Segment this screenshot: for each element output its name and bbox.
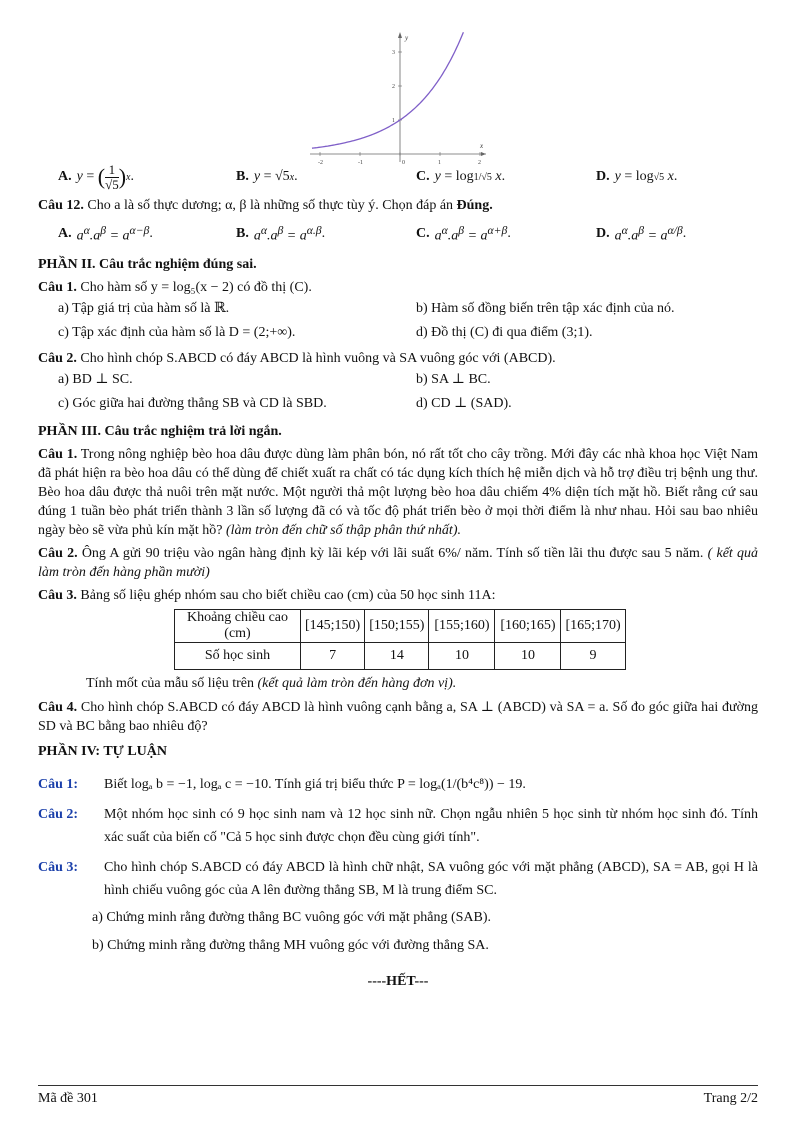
graph-curve xyxy=(312,32,463,148)
p2q2-items xyxy=(58,368,758,416)
p3-question-2: Câu 2. Ông A gửi 90 triệu vào ngân hàng định kỳ lãi kép với lãi suất 6%/ năm. Tính số tiền lãi thu được sau 5 năm. ( kết quả làm tròn đến hàng phần mười) xyxy=(38,546,758,580)
exam-code: Mã đề 301 xyxy=(38,1091,98,1106)
p2q1-item-d[interactable]: d) Đồ thị (C) đi qua điểm (3;1). xyxy=(416,325,593,340)
x-tick-label: 2 xyxy=(478,160,481,166)
table-cell: 14 xyxy=(365,643,429,670)
p2q2-item-a[interactable]: a) BD ⊥ SC. xyxy=(58,372,133,387)
p2q1-item-a[interactable]: a) Tập giá trị của hàm số là ℝ. xyxy=(58,301,230,316)
y-tick-label: 1 xyxy=(392,118,395,124)
q11-option-c[interactable]: C. y = log 1/√5 x . xyxy=(416,169,506,184)
y-tick-label: 3 xyxy=(392,50,395,56)
part3-title: PHẦN III. Câu trắc nghiệm trả lời ngắn. xyxy=(38,424,282,439)
p4q3-sub-a: a) Chứng minh rằng đường thẳng BC vuông góc với mặt phẳng (SAB). xyxy=(92,910,491,925)
p3-question-4: Câu 4. Cho hình chóp S.ABCD có đáy ABCD là hình vuông cạnh bằng a, SA ⊥ (ABCD) và SA = a. Số đo góc giữa hai đường SD và BC bằng bao nhiêu độ? xyxy=(38,700,758,734)
table-cell: [155;160) xyxy=(429,610,495,643)
p4q3-sub-b: b) Chứng minh rằng đường thẳng MH vuông góc với đường thẳng SA. xyxy=(92,938,489,953)
page-footer xyxy=(38,1085,758,1107)
table-cell: 7 xyxy=(301,643,365,670)
page-number: Trang 2/2 xyxy=(703,1091,758,1106)
table-cell: Khoảng chiều cao (cm) xyxy=(175,610,301,643)
table-header-row xyxy=(175,610,626,643)
x-tick-label: 1 xyxy=(438,160,441,166)
table-cell: [165;170) xyxy=(561,610,625,643)
q12-option-b[interactable]: B. $a^\alpha.a^\beta = a^{\alpha.\beta}$ . xyxy=(236,223,326,244)
table-cell: [150;155) xyxy=(365,610,429,643)
part4-title: PHẦN IV: TỰ LUẬN xyxy=(38,744,167,759)
question-12: Câu 12. Cho a là số thực dương; α, β là những số thực tùy ý. Chọn đáp án Đúng. xyxy=(38,198,493,213)
q12-options xyxy=(58,219,758,249)
p2q2-item-b[interactable]: b) SA ⊥ BC. xyxy=(416,372,491,387)
p2q1-item-b[interactable]: b) Hàm số đồng biến trên tập xác định của nó. xyxy=(416,301,675,316)
table-cell: 10 xyxy=(495,643,561,670)
exam-page xyxy=(38,30,758,990)
q11-option-d[interactable]: D. y = log √5 x . xyxy=(596,169,678,184)
q12-option-d[interactable]: D. $a^\alpha.a^\beta = a^{\alpha/\beta}$ . xyxy=(596,223,687,244)
p2-question-1: Câu 1. Cho hàm số y = log₅(x − 2) có đồ thị (C). xyxy=(38,280,312,295)
q12-option-a[interactable]: A. $a^\alpha.a^\beta = a^{\alpha-\beta}$ . xyxy=(58,223,153,244)
table-cell: 9 xyxy=(561,643,625,670)
p2q1-item-c[interactable]: c) Tập xác định của hàm số là D = (2;+∞). xyxy=(58,325,296,340)
p4-question-1: Câu 1: Biết logₐ b = −1, logₐ c = −10. Tính giá trị biểu thức P = logₐ(1/(b⁴c⁸)) − 19. xyxy=(38,777,526,792)
p3-question-3: Câu 3. Bảng số liệu ghép nhóm sau cho biết chiều cao (cm) của 50 học sinh 11A: xyxy=(38,588,496,603)
p2q2-item-d[interactable]: d) CD ⊥ (SAD). xyxy=(416,396,512,411)
table-cell: 10 xyxy=(429,643,495,670)
p2-question-2: Câu 2. Cho hình chóp S.ABCD có đáy ABCD là hình vuông và SA vuông góc với (ABCD). xyxy=(38,351,556,366)
x-tick-label: -2 xyxy=(318,160,323,166)
table-cell: Số học sinh xyxy=(175,643,301,670)
y-axis-label: y xyxy=(405,34,409,42)
p4-question-3: Câu 3: Cho hình chóp S.ABCD có đáy ABCD là hình chữ nhật, SA vuông góc với mặt phẳng (ABCD), SA = AB, gọi H là hình chiếu vuông góc của A lên đường thẳng SB, M là trung điểm SC. xyxy=(38,860,758,898)
x-axis-label: x xyxy=(480,142,484,150)
table-row xyxy=(175,643,626,670)
exponential-graph xyxy=(310,30,490,166)
height-table xyxy=(174,609,626,670)
p3q3-after: Tính mốt của mẫu số liệu trên (kết quả làm tròn đến hàng đơn vị). xyxy=(86,676,457,691)
q12-option-c[interactable]: C. $a^\alpha.a^\beta = a^{\alpha+\beta}$ . xyxy=(416,223,511,244)
x-tick-label: -1 xyxy=(358,160,363,166)
end-marker: ----HẾT--- xyxy=(367,974,429,989)
q11-option-b[interactable]: B. y = √5 x . xyxy=(236,169,298,184)
p4-question-2: Câu 2: Một nhóm học sinh có 9 học sinh nam và 12 học sinh nữ. Chọn ngẫu nhiên 5 học sinh từ nhóm học sinh đó. Tính xác suất của biến cố "Cả 5 học sinh được chọn đều cùng giới tính". xyxy=(38,807,758,845)
table-cell: [145;150) xyxy=(301,610,365,643)
table-cell: [160;165) xyxy=(495,610,561,643)
p2q2-item-c[interactable]: c) Góc giữa hai đường thẳng SB và CD là SBD. xyxy=(58,396,327,411)
q11-options xyxy=(58,162,758,192)
p2q1-items xyxy=(58,297,758,345)
q11-option-a[interactable]: A. y = ( $\frac{1}{√5}$ ) x . xyxy=(58,161,134,192)
y-tick-label: 2 xyxy=(392,84,395,90)
part2-title: PHẦN II. Câu trắc nghiệm đúng sai. xyxy=(38,257,257,272)
x-tick-label: 0 xyxy=(402,160,405,166)
p3-question-1: Câu 1. Trong nông nghiệp bèo hoa dâu được dùng làm phân bón, nó rất tốt cho cây trồng. Mới đây các nhà khoa học Việt Nam đã phát hiện ra bèo hoa dâu có thể dùng để chiết xuất ra chất có tác dụng kích thích hệ miễn dịch và hỗ trợ điều trị bệnh ung thư. Bèo hoa dâu được thả nuôi trên mặt nước. Một người thả một lượng bèo hoa dâu chiếm 4% diện tích mặt hồ. Biết rằng cứ sau đúng 1 tuần bèo phát triển thành 3 lần số lượng đã có và tốc độ phát triển bèo ở mọi thời điểm là như nhau. Hỏi sau bao nhiêu ngày bèo sẽ vừa phủ kín mặt hồ? (làm tròn đến chữ số thập phân thứ nhất). xyxy=(38,447,758,538)
